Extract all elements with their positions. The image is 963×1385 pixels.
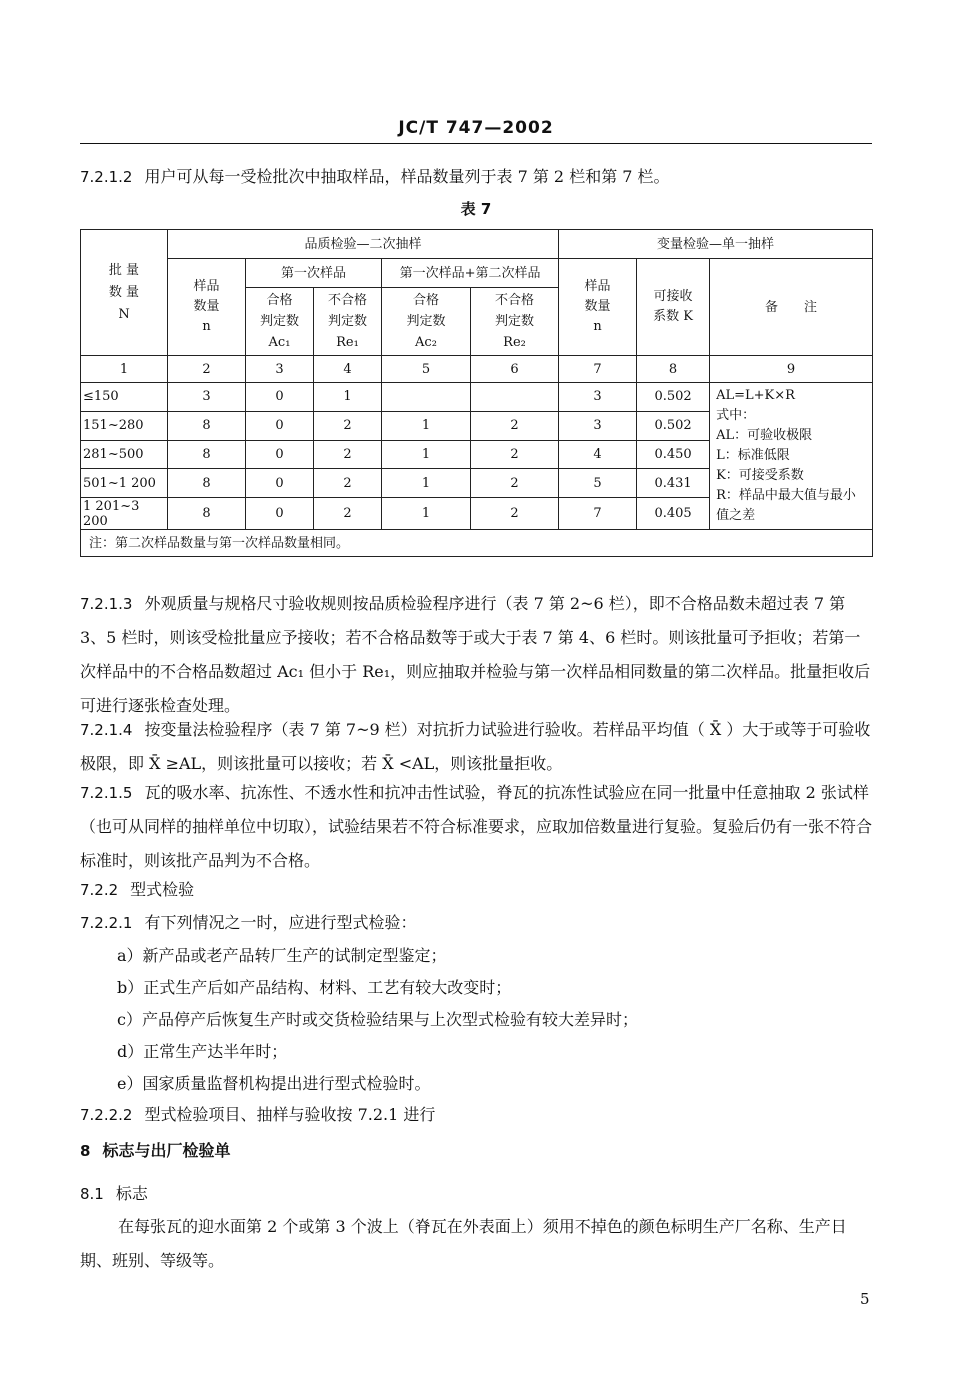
cell-re2 [471,383,559,412]
clause-number: 7.2.2.2 [80,1106,133,1124]
header-ac1: 合格 判定数 Ac₁ [246,288,314,356]
cell-batch: 281~500 [81,440,168,469]
clause-7-2-2 [80,873,875,907]
cell-batch: 501~1 200 [81,469,168,498]
cell-batch: ≤150 [81,383,168,412]
section-number: 8 [80,1142,91,1160]
list-item: c）产品停产后恢复生产时或交货检验结果与上次型式检验有较大差异时； [117,1010,638,1029]
cell-k: 0.431 [637,469,710,498]
clause-number: 7.2.2.1 [80,914,133,932]
cell-ac1: 0 [246,440,314,469]
clause-text: 型式检验项目、抽样与验收按 7.2.1 进行 [144,1105,436,1124]
clause-7-2-2-2 [80,1098,875,1132]
cell-re1: 2 [314,498,382,530]
header-re1: 不合格 判定数 Re₁ [314,288,382,356]
clause-text: 外观质量与规格尺寸验收规则按品质检验程序进行（表 7 第 2~6 栏），即不合格品数未超过表 7 第 3、5 栏时，则该受检批量应予接收；若不合格品数等于或大于表 7 第 4、6 栏时。则该批量可予拒收；若第一次样品中的不合格品数超过 Ac₁ 但小于 Re₁，则应抽取并检验与第一次样品相同数量的第二次样品。批量拒收后可进行逐张检查处理。 [80,594,871,715]
cell-ac2: 1 [382,469,471,498]
header-var-sample-qty: 样品 数量 n [559,259,637,356]
header-re2: 不合格 判定数 Re₂ [471,288,559,356]
list-item: e）国家质量监督机构提出进行型式检验时。 [117,1074,431,1093]
cell-var-n: 3 [559,411,637,440]
cell-ac2 [382,383,471,412]
col-number: 4 [314,356,382,383]
table-7 [80,229,873,557]
col-number: 7 [559,356,637,383]
clause-7-2-1-3 [80,587,875,723]
page-number: 5 [860,1290,870,1308]
section-number: 8.1 [80,1185,104,1203]
cell-ac1: 0 [246,498,314,530]
cell-re2: 2 [471,411,559,440]
clause-7-2-2-1 [80,906,875,940]
clause-text: 型式检验 [130,880,195,899]
clause-number: 7.2.2 [80,881,119,899]
clause-7-2-1-2 [80,160,875,194]
cell-var-n: 3 [559,383,637,412]
clause-7-2-1-5 [80,776,875,878]
clause-number: 7.2.1.3 [80,595,133,613]
col-number: 3 [246,356,314,383]
clause-7-2-1-4 [80,713,875,781]
clause-number: 7.2.1.5 [80,784,133,802]
header-variable-inspection: 变量检验—单一抽样 [559,230,873,259]
clause-text: 用户可从每一受检批次中抽取样品，样品数量列于表 7 第 2 栏和第 7 栏。 [144,167,670,186]
section-title: 标志 [115,1184,148,1203]
cell-var-n: 5 [559,469,637,498]
list-item: d）正常生产达半年时； [117,1042,288,1061]
list-item: b）正式生产后如产品结构、材料、工艺有较大改变时； [117,978,512,997]
cell-n: 3 [168,383,246,412]
header-ac2: 合格 判定数 Ac₂ [382,288,471,356]
section-title: 标志与出厂检验单 [102,1141,231,1160]
clause-8-1-text: 在每张瓦的迎水面第 2 个或第 3 个波上（脊瓦在外表面上）须用不掉色的颜色标明生产厂名称、生产日期、班别、等级等。 [80,1217,847,1270]
cell-ac1: 0 [246,411,314,440]
cell-batch: 151~280 [81,411,168,440]
col-number: 5 [382,356,471,383]
cell-re1: 2 [314,440,382,469]
cell-batch: 1 201~3 200 [81,498,168,530]
cell-ac1: 0 [246,383,314,412]
column-number-row [81,356,873,383]
header-sample-qty: 样品 数量 n [168,259,246,356]
table-note: 注：第二次样品数量与第一次样品数量相同。 [81,530,873,557]
cell-var-n: 4 [559,440,637,469]
cell-n: 8 [168,498,246,530]
cell-var-n: 7 [559,498,637,530]
col-number: 8 [637,356,710,383]
section-8-1-heading [80,1177,875,1211]
col-number: 1 [81,356,168,383]
cell-ac2: 1 [382,440,471,469]
cell-k: 0.450 [637,440,710,469]
cell-ac2: 1 [382,498,471,530]
cell-k: 0.502 [637,411,710,440]
clause-number: 7.2.1.4 [80,721,133,739]
clause-text: 按变量法检验程序（表 7 第 7~9 栏）对抗折力试验进行验收。若样品平均值（ X̄ ）大于或等于可验收极限，即 X̄ ≥AL，则该批量可以接收；若 X̄ <AL，则该批量拒收。 [80,720,871,773]
clause-number: 7.2.1.2 [80,168,133,186]
cell-k: 0.405 [637,498,710,530]
header-first-sample: 第一次样品 [246,259,382,288]
header-quality-inspection: 品质检验—二次抽样 [168,230,559,259]
header-rule [80,143,872,144]
cell-n: 8 [168,469,246,498]
table-caption: 表 7 [460,200,492,218]
cell-k: 0.502 [637,383,710,412]
header-accept-coefficient: 可接收 系数 K [637,259,710,356]
col-number: 9 [710,356,873,383]
cell-ac1: 0 [246,469,314,498]
cell-re2: 2 [471,498,559,530]
header-remarks: 备 注 [710,259,873,356]
cell-re2: 2 [471,440,559,469]
header-batch-size: 批 量 数 量 N [81,230,168,356]
document-header: JC/T 747—2002 [398,118,554,138]
col-number: 2 [168,356,246,383]
cell-n: 8 [168,440,246,469]
cell-re2: 2 [471,469,559,498]
cell-re1: 2 [314,469,382,498]
remarks-cell: AL=L+K×R 式中： AL：可验收极限 L：标准低限 K：可接受系数 R：样品中最大值与最小值之差 [710,383,873,530]
cell-re1: 2 [314,411,382,440]
header-first-second-sample: 第一次样品+第二次样品 [382,259,559,288]
col-number: 6 [471,356,559,383]
cell-n: 8 [168,411,246,440]
table-row [81,383,873,412]
section-8-heading [80,1134,875,1168]
list-item: a）新产品或老产品转厂生产的试制定型鉴定； [117,946,447,965]
clause-text: 瓦的吸水率、抗冻性、不透水性和抗冲击性试验，脊瓦的抗冻性试验应在同一批量中任意抽取 2 张试样（也可从同样的抽样单位中切取），试验结果若不符合标准要求，应取加倍数量进行复验。复验后仍有一张不符合标准时，则该批产品判为不合格。 [80,783,873,870]
cell-re1: 1 [314,383,382,412]
clause-text: 有下列情况之一时，应进行型式检验： [144,913,417,932]
cell-ac2: 1 [382,411,471,440]
